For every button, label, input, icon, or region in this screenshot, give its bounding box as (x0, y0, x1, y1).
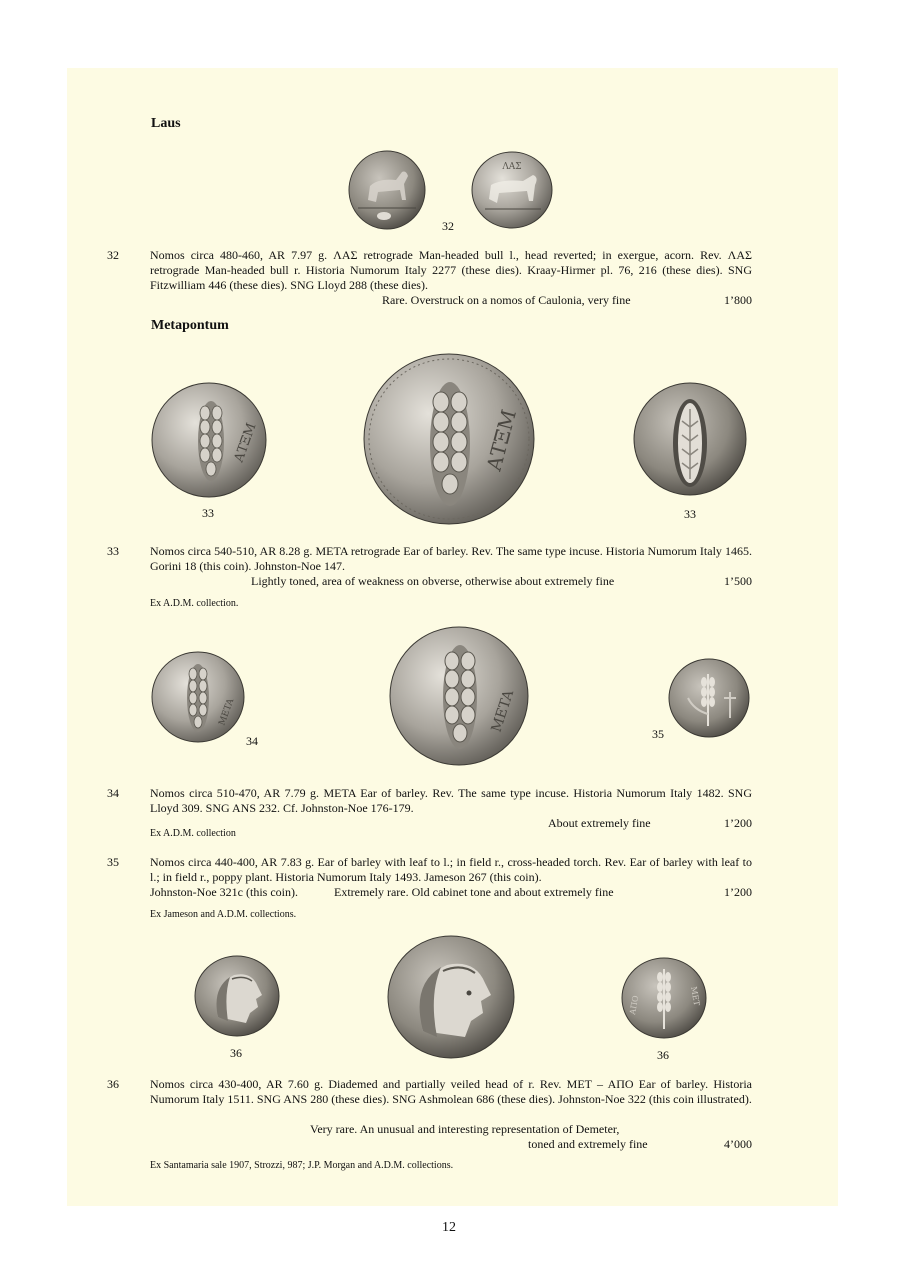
plate-caption-33-right: 33 (684, 507, 696, 521)
svg-text:ΑΠΟ: ΑΠΟ (628, 994, 641, 1016)
lot-34-price: 1’200 (724, 816, 752, 830)
lot-33-provenance: Ex A.D.M. collection. (150, 598, 239, 609)
lot-34-description (150, 786, 752, 816)
lot-35-price: 1’200 (724, 885, 752, 899)
plate-caption-34: 34 (246, 734, 258, 748)
lot-35-description-text: Nomos circa 440-400, AR 7.83 g. Ear of barley with leaf to l.; in field r., cross-headed torch. Rev. Ear of barley with leaf to l.; in field r., poppy plant. Historia Numorum Italy 1493. Jameson 267 (this coin). (150, 855, 752, 884)
svg-text:ΑΤΞΜ: ΑΤΞΜ (231, 421, 260, 465)
plate-caption-35: 35 (652, 727, 664, 741)
lot-32-description-text: Nomos circa 480-460, AR 7.97 g. ΛΑΣ retrograde Man-headed bull l., head reverted; in exergue, acorn. Rev. ΛΑΣ retrograde Man-headed bull r. Historia Numorum Italy 2277 (these dies). Kraay-Hirmer pl. 76, 216 (these dies). SNG Fitzwilliam 446 (these dies). SNG Lloyd 288 (these dies). (150, 248, 752, 292)
coin-34-obverse-image (150, 650, 246, 744)
svg-text:ΜΕΤ: ΜΕΤ (689, 985, 702, 1007)
lot-34-description-text: Nomos circa 510-470, AR 7.79 g. META Ear of barley. Rev. The same type incuse. Historia Numorum Italy 1482. SNG Lloyd 309. SNG ANS 232. Cf. Johnston-Noe 176-179. (150, 786, 752, 815)
coin-33-obverse-enlarged-image (362, 352, 536, 526)
lot-33-condition: Lightly toned, area of weakness on obverse, otherwise about extremely fine (251, 574, 615, 588)
lot-33-description-text: Nomos circa 540-510, AR 8.28 g. META retrograde Ear of barley. Rev. The same type incuse. Historia Numorum Italy 1465. Gorini 18 (this coin). Johnston-Noe 147. (150, 544, 752, 573)
lot-33-description (150, 544, 752, 574)
page-number: 12 (442, 1220, 456, 1235)
lot-36-condition: Very rare. An unusual and interesting representation of Demeter, (310, 1122, 620, 1136)
coin-33-obverse-image (150, 381, 268, 499)
lot-36-provenance: Ex Santamaria sale 1907, Strozzi, 987; J.P. Morgan and A.D.M. collections. (150, 1160, 454, 1171)
lot-number-32: 32 (107, 248, 119, 262)
lot-35-description (150, 855, 752, 885)
svg-text:ΑΤΞΜ: ΑΤΞΜ (481, 406, 521, 474)
coin-33-reverse-image (632, 381, 749, 498)
plate-caption-33-left: 33 (202, 506, 214, 520)
section-heading-metapontum: Metapontum (151, 318, 229, 333)
lot-32-condition: Rare. Overstruck on a nomos of Caulonia, very fine (382, 293, 631, 307)
lot-number-33: 33 (107, 544, 119, 558)
svg-text:META: META (217, 697, 237, 728)
coin-35-obverse-image (668, 658, 750, 738)
lot-36-description-text: Nomos circa 430-400, AR 7.60 g. Diademed and partially veiled head of r. Rev. MET – AΠO Ear of barley. Historia Numorum Italy 1511. SNG ANS 280 (these dies). SNG Ashmolean 686 (these dies). Johnston-Noe 322 (this coin illustrated). (150, 1077, 752, 1106)
coin-36-obverse-image (194, 955, 280, 1037)
lot-36-condition-line-2: toned and extremely fine (528, 1137, 648, 1151)
lot-32-price: 1’800 (724, 293, 752, 307)
coin-36-obverse-enlarged-image (387, 935, 515, 1059)
coin-34-obverse-enlarged-image (388, 625, 530, 767)
lot-35-condition: Extremely rare. Old cabinet tone and about extremely fine (334, 885, 614, 899)
svg-text:ΛΑΣ: ΛΑΣ (502, 162, 522, 172)
plate-caption-36-left: 36 (230, 1046, 242, 1060)
lot-34-provenance: Ex A.D.M. collection (150, 828, 236, 839)
lot-35-provenance: Ex Jameson and A.D.M. collections. (150, 909, 297, 920)
coin-32-reverse-image (471, 151, 553, 229)
plate-caption-36-right: 36 (657, 1048, 669, 1062)
lot-number-34: 34 (107, 786, 119, 800)
plate-caption-32: 32 (442, 219, 454, 233)
lot-35-last-reference: Johnston-Noe 321c (this coin). (150, 885, 298, 899)
coin-36-reverse-image (621, 957, 707, 1039)
lot-34-condition: About extremely fine (548, 816, 651, 830)
lot-33-price: 1’500 (724, 574, 752, 588)
lot-36-description (150, 1077, 752, 1107)
coin-32-obverse-image (348, 150, 426, 230)
svg-text:META: META (488, 688, 518, 735)
lot-32-description (150, 248, 752, 293)
lot-number-35: 35 (107, 855, 119, 869)
lot-number-36: 36 (107, 1077, 119, 1091)
section-heading-laus: Laus (151, 116, 181, 131)
lot-36-price: 4’000 (724, 1137, 752, 1151)
